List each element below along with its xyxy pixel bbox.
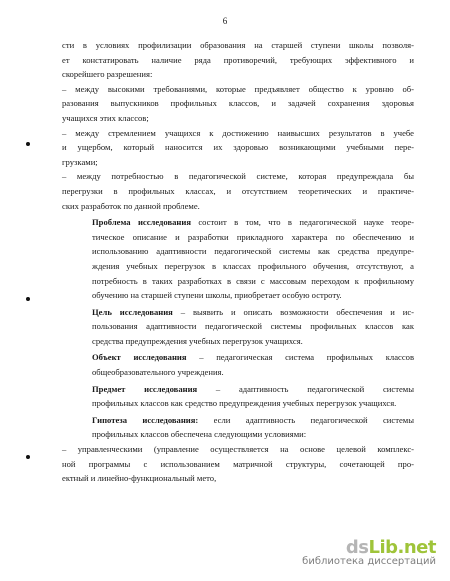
text-line	[62, 442, 414, 457]
text-line	[62, 274, 414, 289]
line-text: – между потребностью в педагогической системе, которая предупреждала бы	[62, 171, 414, 182]
text-line	[62, 82, 414, 97]
line-text: ной программы с использованием матричной структуры, сочетающей про-	[62, 458, 414, 469]
text-line	[62, 67, 414, 82]
line-text: средства предупреждения учебных перегрузок учащихся.	[92, 335, 303, 346]
text-line	[62, 155, 414, 170]
text-line	[62, 382, 414, 397]
text-line	[62, 259, 414, 274]
margin-bullet-mark	[26, 142, 30, 146]
text-line	[62, 396, 414, 411]
dslib-subtitle: библиотека диссертаций	[302, 556, 436, 567]
line-text: ет констатировать наличие ряда противоречий, требующих эффективного и	[62, 54, 414, 65]
line-text: профильных классов как средство предупреждения учебных перегрузок учащихся.	[92, 398, 397, 409]
line-text: потребность в таких разработках в связи с массовым переходом к профильному	[92, 275, 414, 286]
text-line	[62, 305, 414, 320]
page-number: 6	[222, 16, 228, 26]
document-body	[62, 38, 414, 486]
text-line	[62, 111, 414, 126]
margin-bullet-mark	[26, 297, 30, 301]
text-line	[62, 471, 414, 486]
line-text: – между стремлением учащихся к достижению наивысших результатов в учебе	[62, 127, 414, 138]
line-text: использованию адаптивности педагогической системы как средства предупре-	[92, 246, 414, 257]
line-text: пользования адаптивности педагогической системы профильных классов как	[92, 321, 414, 332]
text-line	[62, 199, 414, 214]
paragraph-subject	[62, 382, 414, 411]
paragraph-condition-1	[62, 442, 414, 486]
dslib-logo: dsLib.net	[345, 537, 436, 558]
line-text: – педагогическая система профильных классов	[186, 352, 414, 363]
line-text: – управленческими (управление осуществляется на основе целевой комплекс-	[62, 444, 414, 455]
line-text: обучению на старшей ступени школы, приобретает особую остроту.	[92, 290, 342, 301]
section-term: Цель исследования	[92, 306, 173, 317]
paragraph-problem	[62, 215, 414, 303]
text-line	[62, 457, 414, 472]
line-text: профильных классов обеспечена следующими условиями:	[92, 429, 307, 440]
text-line	[62, 288, 414, 303]
text-line	[62, 215, 414, 230]
section-term: Предмет исследования	[92, 383, 198, 394]
text-line	[62, 319, 414, 334]
text-line	[62, 230, 414, 245]
text-line	[62, 244, 414, 259]
line-text: ектный и линейно-функциональный мето,	[62, 473, 217, 484]
line-text: общеобразовательного учреждения.	[92, 367, 224, 378]
margin-bullet-mark	[26, 455, 30, 459]
line-text: скорейшего разрешения:	[62, 69, 153, 80]
paragraph-intro	[62, 38, 414, 82]
line-text: грузками;	[62, 156, 98, 167]
line-text: если адаптивность педагогической системы	[198, 414, 414, 425]
line-text: перегрузки в профильных классах, и отсутствием теоретических и практиче-	[62, 185, 414, 196]
text-line	[62, 334, 414, 349]
text-line	[62, 350, 414, 365]
paragraph-hypothesis	[62, 413, 414, 442]
text-line	[62, 38, 414, 53]
text-line	[62, 53, 414, 68]
text-line	[62, 427, 414, 442]
section-term: Гипотеза исследования:	[92, 414, 199, 425]
line-text: сти в условиях профилизации образования на старшей ступени школы позволя-	[62, 40, 414, 50]
text-line	[62, 184, 414, 199]
text-line	[62, 140, 414, 155]
section-term: Проблема исследования	[92, 217, 191, 228]
paragraph-contradiction-1	[62, 82, 414, 126]
paragraph-contradiction-3	[62, 169, 414, 213]
paragraph-object	[62, 350, 414, 379]
text-line	[62, 413, 414, 428]
text-line	[62, 365, 414, 380]
text-line	[62, 96, 414, 111]
line-text: ских разработок по данной проблеме.	[62, 200, 200, 211]
dslib-watermark	[302, 537, 436, 567]
line-text: учащихся этих классов;	[62, 112, 149, 123]
paragraph-contradiction-2	[62, 126, 414, 170]
line-text: – адаптивность педагогической системы	[197, 383, 415, 394]
text-line	[62, 169, 414, 184]
section-term: Объект исследования	[92, 352, 187, 363]
line-text: тическое описание и разработки прикладного характера по обеспечению и	[92, 231, 414, 242]
line-text: и ущербом, который наносится их здоровью возникающими учебными пере-	[62, 142, 414, 153]
paragraph-goal	[62, 305, 414, 349]
line-text: ждения учебных перегрузок в классах профильного обучения, отсутствуют, а	[92, 260, 414, 271]
line-text: – между высокими требованиями, которые предъявляет общество к уровню об-	[62, 83, 414, 94]
line-text: разования выпускников профильных классов, и задачей сохранения здоровья	[62, 98, 414, 109]
line-text: – выявить и описать возможности обеспечения и ис-	[172, 306, 414, 317]
line-text: состоит в том, что в педагогической науке теоре-	[190, 217, 414, 228]
text-line	[62, 126, 414, 141]
